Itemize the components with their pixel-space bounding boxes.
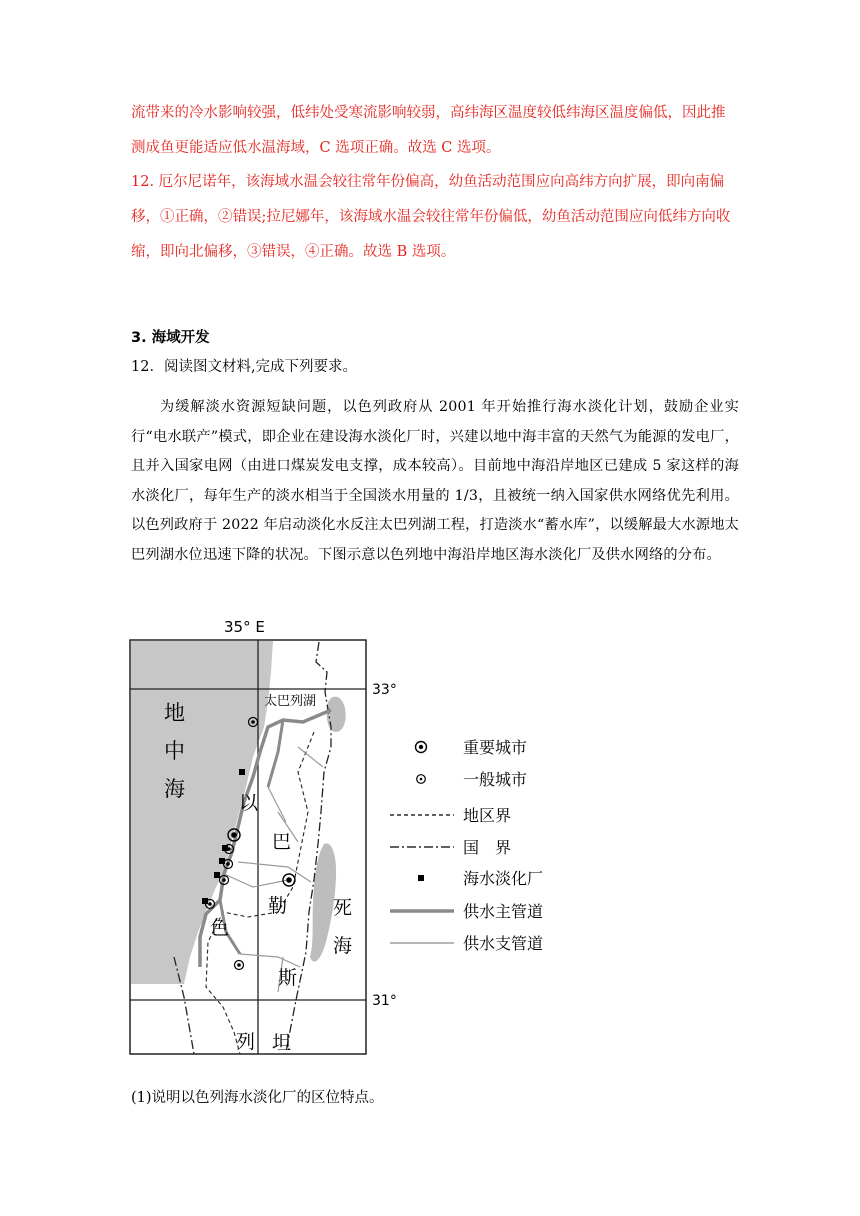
dead-sea-label-1: 死: [333, 897, 353, 919]
israel-label-2: 色: [210, 917, 230, 939]
israel-label-1: 以: [239, 792, 259, 814]
legend-region-boundary: 地区界: [463, 806, 512, 825]
legend-main-pipeline: 供水主管道: [463, 902, 544, 921]
palestine-label-4: 坦: [272, 1032, 292, 1054]
legend-desalination-plant: 海水淡化厂: [463, 869, 544, 888]
section-title: 3. 海域开发: [131, 330, 210, 346]
sea-label-1: 地: [164, 701, 185, 725]
latitude-31-label: 31°: [372, 993, 397, 1009]
israel-map-figure: [128, 612, 588, 1060]
lake-label: 太巴列湖: [264, 694, 317, 709]
longitude-label: 35° E: [224, 618, 265, 636]
question-intro: 12．阅读图文材料,完成下列要求。: [131, 359, 358, 375]
latitude-33-label: 33°: [372, 682, 397, 698]
major-city-icon: [416, 742, 427, 753]
sub-question-1: (1)说明以色列海水淡化厂的区位特点。: [131, 1090, 384, 1106]
desalination-plant-icon: [418, 875, 424, 881]
sea-label-2: 中: [164, 739, 185, 763]
answer-11-continuation: 流带来的冷水影响较强，低纬处受寒流影响较弱，高纬海区温度较低纬海区温度偏低，因此推测成鱼更能适应低水温海域，C 选项正确。故选 C 选项。: [131, 105, 726, 156]
city-icon: [417, 775, 426, 784]
palestine-label-3: 斯: [278, 967, 298, 989]
legend: [390, 738, 543, 953]
legend-city: 一般城市: [463, 770, 528, 789]
answer-12: 12. 厄尔尼诺年，该海域水温会较往常年份偏高，幼鱼活动范围应向高纬方向扩展，即向南偏移，①正确，②错误;拉尼娜年，该海域水温会较往常年份偏低，幼鱼活动范围应向低纬方向收缩，即向北偏移，③错误，④正确。故选 B 选项。: [131, 174, 731, 260]
israel-label-3: 列: [236, 1031, 256, 1053]
material-paragraph: 为缓解淡水资源短缺问题，以色列政府从 2001 年开始推行海水淡化计划，鼓励企业实行“电水联产”模式，即企业在建设海水淡化厂时，兴建以地中海丰富的天然气为能源的发电厂，且并入国家电网（由进口煤炭发电支撑，成本较高）。目前地中海沿岸地区已建成 5 家这样的海水淡化厂，每年生产的淡水相当于全国淡水用量的 1/3，且被统一纳入国家供水网络优先利用。以色列政府于 2022 年启动淡化水反注太巴列湖工程，打造淡水“蓄水库”，以缓解最大水源地太巴列湖水位迅速下降的状况。下图示意以色列地中海沿岸地区海水淡化厂及供水网络的分布。: [131, 399, 739, 563]
legend-branch-pipeline: 供水支管道: [463, 934, 544, 953]
legend-major-city: 重要城市: [463, 738, 528, 757]
sea-label-3: 海: [164, 777, 185, 801]
legend-national-boundary: 国 界: [463, 838, 512, 857]
palestine-label-1: 巴: [272, 831, 292, 853]
palestine-label-2: 勒: [268, 895, 288, 917]
dead-sea-label-2: 海: [333, 935, 353, 957]
